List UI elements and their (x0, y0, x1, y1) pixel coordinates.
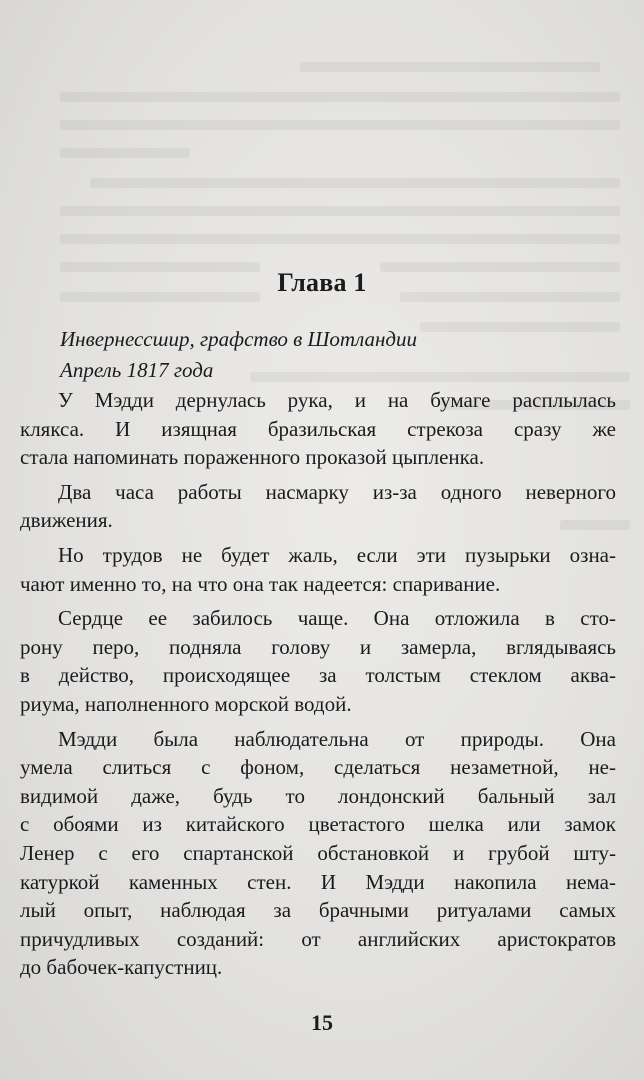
text-line: в действо, происходящее за толстым стеклом аква- (20, 663, 616, 688)
text-line: рону перо, подняла голову и замерла, вглядываясь (20, 634, 616, 659)
text-line: причудливых созданий: от английских аристократов (20, 926, 616, 951)
paragraph (20, 386, 616, 472)
paragraph (20, 541, 616, 598)
text-line: Два часа работы насмарку из-за одного неверного (58, 479, 616, 504)
text-line: движения. (20, 508, 113, 533)
text-line: стала напоминать пораженного проказой цыпленка. (20, 445, 485, 470)
text-line: с обоями из китайского цветастого шелка или замок (20, 812, 616, 837)
paragraph (20, 604, 616, 718)
paragraph (20, 478, 616, 535)
epigraph-date: Апрель 1817 года (60, 358, 214, 382)
epigraph-place: Инвернессшир, графство в Шотландии (60, 327, 418, 351)
paragraph (20, 725, 616, 982)
text-line: умела слиться с фоном, сделаться незаметной, не- (20, 755, 616, 780)
text-line: Ленер с его спартанской обстановкой и грубой шту- (20, 840, 616, 865)
chapter-body (20, 386, 616, 988)
text-line: Сердце ее забилось чаще. Она отложила в сто- (58, 606, 616, 631)
text-line: видимой даже, будь то лондонский бальный зал (20, 783, 616, 808)
chapter-title: Глава 1 (277, 268, 367, 297)
text-line: катуркой каменных стен. И Мэдди накопила нема- (20, 869, 616, 894)
text-line: чают именно то, на что она так надеется: спаривание. (20, 571, 501, 596)
text-line: клякса. И изящная бразильская стрекоза сразу же (20, 416, 616, 441)
page-number: 15 (311, 1010, 333, 1035)
text-line: лый опыт, наблюдая за брачными ритуалами самых (20, 898, 616, 923)
text-line: У Мэдди дернулась рука, и на бумаге расплылась (58, 388, 616, 412)
text-line: риума, наполненного морской водой. (20, 691, 352, 716)
text-line: Но трудов не будет жаль, если эти пузырьки озна- (58, 542, 616, 567)
epigraph (60, 324, 620, 386)
text-line: Мэдди была наблюдательна от природы. Она (58, 726, 616, 751)
text-line: до бабочек-капустниц. (20, 955, 223, 980)
